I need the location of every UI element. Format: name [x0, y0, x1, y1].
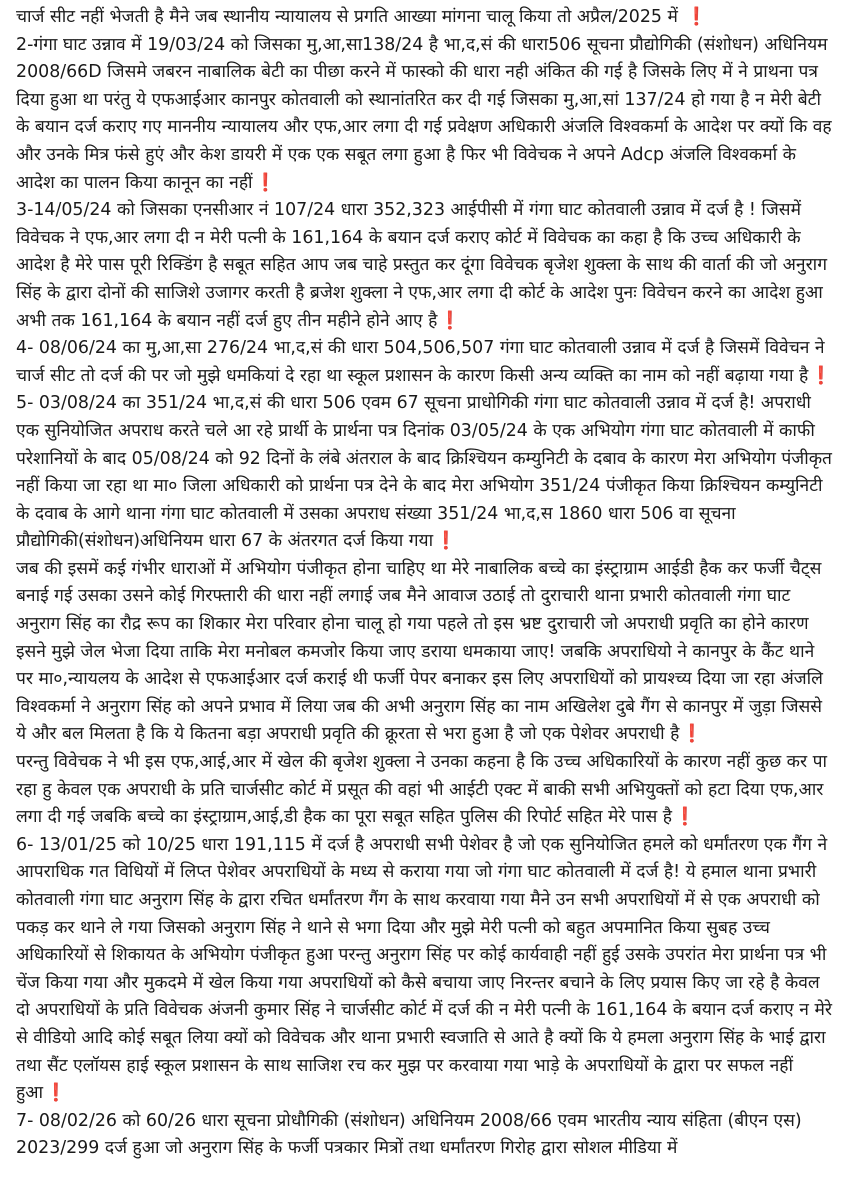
paragraph-3	[16, 197, 833, 335]
paragraph-2	[16, 32, 833, 198]
paragraph-8	[16, 832, 833, 1108]
paragraph-text: 3-14/05/24 को जिसका एनसीआर नं 107/24 धारा 352,323 आईपीसी में गंगा घाट कोतवाली उन्नाव में दर्ज है ! जिसमें विवेचक ने एफ,आर लगा दी न मेरी पत्नी के 161,164 के बयान दर्ज कराए कोर्ट में विवेचक का कहा है कि उच्च अधिकारी के आदेश है मेरे पास पूरी रिक्डिंग है सबूत सहित आप जब चाहे प्रस्तुत कर दूंगा विवेचक बृजेश शुक्ला के साथ की वार्ता की जो अनुराग सिंह के द्वारा दोनों की साजिशे उजागर करती है ब्रजेश शुक्ला ने एफ,आर लगा दी कोर्ट के आदेश पुनः विवेचन करने का आदेश हुआ अभी तक 161,164 के बयान नहीं दर्ज हुए तीन महीने होने आए है	[16, 200, 827, 331]
exclamation-icon: ❗	[810, 365, 832, 386]
paragraph-4	[16, 335, 833, 390]
paragraph-text: चार्ज सीट नहीं भेजती है मैने जब स्थानीय न्यायालय से प्रगति आख्या मांगना चालू किया तो अप्रैल/2025 में	[16, 7, 684, 27]
paragraph-text: 6- 13/01/25 को 10/25 धारा 191,115 में दर्ज है अपराधी सभी पेशेवर है जो एक सुनियोजित हमले को धर्मांतरण एक गैंग ने आपराधिक गत विधियों में लिप्त पेशेवर अपराधियों के मध्य से कराया गया जो गंगा घाट कोतवाली में दर्ज है! ये हमाल थाना प्रभारी कोतवाली गंगा घाट अनुराग सिंह के द्वारा रचित धर्मांतरण गैंग के साथ करवाया गया मैने उन सभी अपराधियों में से एक अपराधी को पकड़ कर थाने ले गया जिसको अनुराग सिंह ने थाने से भगा दिया और मुझे मेरी पत्नी को बहुत अपमानित किया सुबह उच्च अधिकारियों से शिकायत के अभियोग पंजीकृत हुआ परन्तु अनुराग सिंह पर कोई कार्यवाही नहीं हुई उसके उपरांत मेरा प्रार्थना पत्र भी चेंज किया गया और मुकदमे में खेल किया गया अपराधियों को कैसे बचाया जाए निरन्तर बचाने के लिए प्रयास किए जा रहे है केवल दो अपराधियों के प्रति विवेचक अंजनी कुमार सिंह ने चार्जसीट कोर्ट में दर्ज की न मेरी पत्नी के 161,164 के बयान दर्ज कराए न मेरे से वीडियो आदि कोई सबूत लिया क्यों को विवेचक और थाना प्रभारी स्वजाति से आते है क्यों कि ये हमला अनुराग सिंह के भाई द्वारा तथा सैंट एलॉयस हाई स्कूल प्रशासन के साथ साजिश रच कर मुझ पर करवाया गया भाड़े के अपराधियों के द्वारा पर सफल नहीं हुआ	[16, 834, 832, 1104]
paragraph-6	[16, 556, 833, 749]
paragraph-5	[16, 390, 833, 556]
paragraph-9	[16, 1108, 833, 1163]
paragraph-text: 2-गंगा घाट उन्नाव में 19/03/24 को जिसका मु,आ,सा138/24 है भा,द,सं की धारा506 सूचना प्रौद्योगिकी (संशोधन) अधिनियम 2008/66D जिसमे जबरन नाबालिक बेटी का पीछा करने में फास्को की धारा नही अंकित की गई है जिसके लिए में ने प्राथना पत्र दिया हुआ था परंतु ये एफआईआर कानपुर कोतवाली को स्थानांतरित कर दी गई जिसका मु,आ,सां 137/24 हो गया है न मेरी बेटी के बयान दर्ज कराए गए माननीय न्यायालय और एफ,आर लगा दी गई प्रवेक्षण अधिकारी अंजलि विश्वकर्मा के आदेश पर क्यों कि वह और उनके मित्र फंसे हुएं और केश डायरी में एक एक सबूत लगा हुआ है फिर भी विवेचक ने अपने Adcp अंजलि विश्वकर्मा के आदेश का पालन किया कानून का नहीं	[16, 34, 832, 193]
exclamation-icon: ❗	[45, 1083, 67, 1104]
exclamation-icon: ❗	[439, 310, 461, 331]
exclamation-icon: ❗	[435, 531, 457, 552]
paragraph-text: 7- 08/02/26 को 60/26 धारा सूचना प्रोधौगिकी (संशोधन) अधिनियम 2008/66 एवम भारतीय न्याय संहिता (बीएन एस) 2023/299 दर्ज हुआ जो अनुराग सिंह के फर्जी पत्रकार मित्रों तथा धर्मांतरण गिरोह द्वारा सोशल मीडिया में	[16, 1110, 802, 1159]
paragraph-text: 5- 03/08/24 का 351/24 भा,द,सं की धारा 506 एवम 67 सूचना प्राधोगिकी गंगा घाट कोतवाली उन्नाव में दर्ज है! अपराधी एक सुनियोजित अपराध करते चले आ रहे प्रार्थी के प्रार्थना पत्र दिनांक 03/05/24 के एक अभियोग गंगा घाट कोतवाली में काफी परेशानियों के बाद 05/08/24 को 92 दिनों के लंबे अंतराल के बाद क्रिश्चियन कम्युनिटी के दबाव के कारण मेरा अभियोग पंजीकृत नहीं किया जा रहा था मा० जिला अधिकारी को प्रार्थना पत्र देने के बाद मेरा अभियोग 351/24 पंजीकृत किया क्रिश्चियन कम्युनिटी के दवाब के आगे थाना गंगा घाट कोतवाली में उसका अपराध संख्या 351/24 भा,द,स 1860 धारा 506 वा सूचना प्रौद्योगिकी(संशोधन)अधिनियम धारा 67 के अंतरगत दर्ज किया गया	[16, 393, 832, 552]
document-text	[16, 4, 833, 1163]
exclamation-icon: ❗	[254, 172, 277, 193]
exclamation-icon: ❗	[681, 724, 704, 745]
paragraph-1	[16, 4, 833, 32]
paragraph-text: परन्तु विवेचक ने भी इस एफ,आई,आर में खेल की बृजेश शुक्ला ने उनका कहना है कि उच्च अधिकारियों के कारण नहीं कुछ कर पा रहा हु केवल एक अपराधी के प्रति चार्जसीट कोर्ट में प्रसूत की वहां भी आईटी एक्ट में बाकी सभी अभियुक्तों को हटा दिया एफ,आर लगा दी गई जबकि बच्चे का इंस्ट्राग्राम,आई,डी हैक का पूरा सबूत सहित पुलिस की रिपोर्ट सहित मेरे पास है	[16, 752, 828, 828]
paragraph-text: जब की इसमें कई गंभीर धाराओं में अभियोग पंजीकृत होना चाहिए था मेरे नाबालिक बच्चे का इंस्ट्राग्राम आईडी हैक कर फर्जी चैट्स बनाई गई उसका उसने कोई गिरफ्तारी की धारा नहीं लगाई जब मैने आवाज उठाई तो दुराचारी थाना प्रभारी कोतवाली गंगा घाट अनुराग सिंह का रौद्र रूप का शिकार मेरा परिवार होना चालू हो गया पहले तो इस भ्रष्ट दुराचारी जो अपराधी प्रवृति का होने कारण इसने मुझे जेल भेजा दिया ताकि मेरा मनोबल कमजोर किया जाए डराया धमकाया जाए! जबकि अपराधियो ने कानपुर के कैंट थाने पर मा०,न्यायलय के आदेश से एफआईआर दर्ज कराई थी फर्जी पेपर बनाकर इस लिए अपराधियों को प्रायश्च्य दिया जा रहा अंजलि विश्वकर्मा ने अनुराग सिंह को अपने प्रभाव में लिया जब की अभी अनुराग सिंह का नाम अखिलेश दुबे गैंग से कानपुर में जुड़ा जिससे ये और बल मिलता है कि ये कितना बड़ा अपराधी प्रवृति की क्रूरता से भरा हुआ है जो एक पेशेवर अपराधी है	[16, 558, 823, 745]
exclamation-icon: ❗	[685, 7, 708, 27]
paragraph-7	[16, 749, 833, 832]
exclamation-icon: ❗	[674, 807, 696, 828]
paragraph-text: 4- 08/06/24 का मु,आ,सा 276/24 भा,द,सं की धारा 504,506,507 गंगा घाट कोतवाली उन्नाव में दर्ज है जिसमें विवेचन ने चार्ज सीट तो दर्ज की पर जो मुझे धमकियां दे रहा था स्कूल प्रशासन के कारण किसी अन्य व्यक्ति का नाम को नहीं बढ़ाया गया है	[16, 338, 825, 386]
